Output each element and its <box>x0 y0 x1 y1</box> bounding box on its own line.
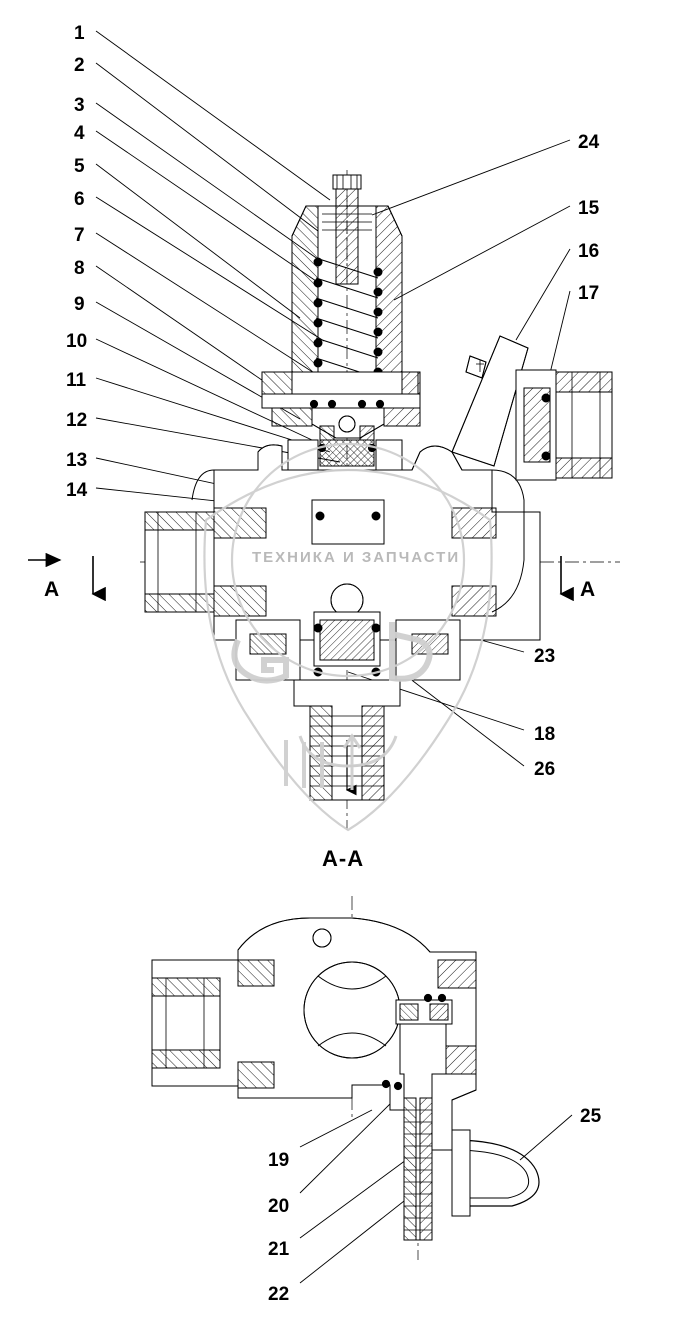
callout-23: 23 <box>534 646 556 667</box>
section-marker-right: A <box>580 578 596 601</box>
callout-19: 19 <box>268 1150 290 1171</box>
callout-24: 24 <box>578 132 600 153</box>
callout-22: 22 <box>268 1284 290 1305</box>
callout-15: 15 <box>578 198 600 219</box>
section-marker-left: A <box>44 578 60 601</box>
callout-6: 6 <box>74 189 85 210</box>
callout-12: 12 <box>66 410 88 431</box>
callout-7: 7 <box>74 225 85 246</box>
section-title-a-a: A-A <box>322 846 365 871</box>
callout-17: 17 <box>578 283 600 304</box>
callout-11: 11 <box>66 370 87 391</box>
callout-13: 13 <box>66 450 88 471</box>
callout-21: 21 <box>268 1239 290 1260</box>
callout-10: 10 <box>66 331 88 352</box>
callout-4: 4 <box>74 123 85 144</box>
callout-20: 20 <box>268 1196 290 1217</box>
callout-25: 25 <box>580 1106 602 1127</box>
callout-3: 3 <box>74 95 85 116</box>
callout-8: 8 <box>74 258 85 279</box>
callout-1: 1 <box>74 23 85 44</box>
callout-26: 26 <box>534 759 556 780</box>
callout-14: 14 <box>66 480 88 501</box>
callout-9: 9 <box>74 294 85 315</box>
callout-2: 2 <box>74 55 85 76</box>
callout-5: 5 <box>74 156 85 177</box>
watermark-text: ТЕХНИКА И ЗАПЧАСТИ <box>252 549 461 566</box>
callout-16: 16 <box>578 241 600 262</box>
callout-18: 18 <box>534 724 556 745</box>
